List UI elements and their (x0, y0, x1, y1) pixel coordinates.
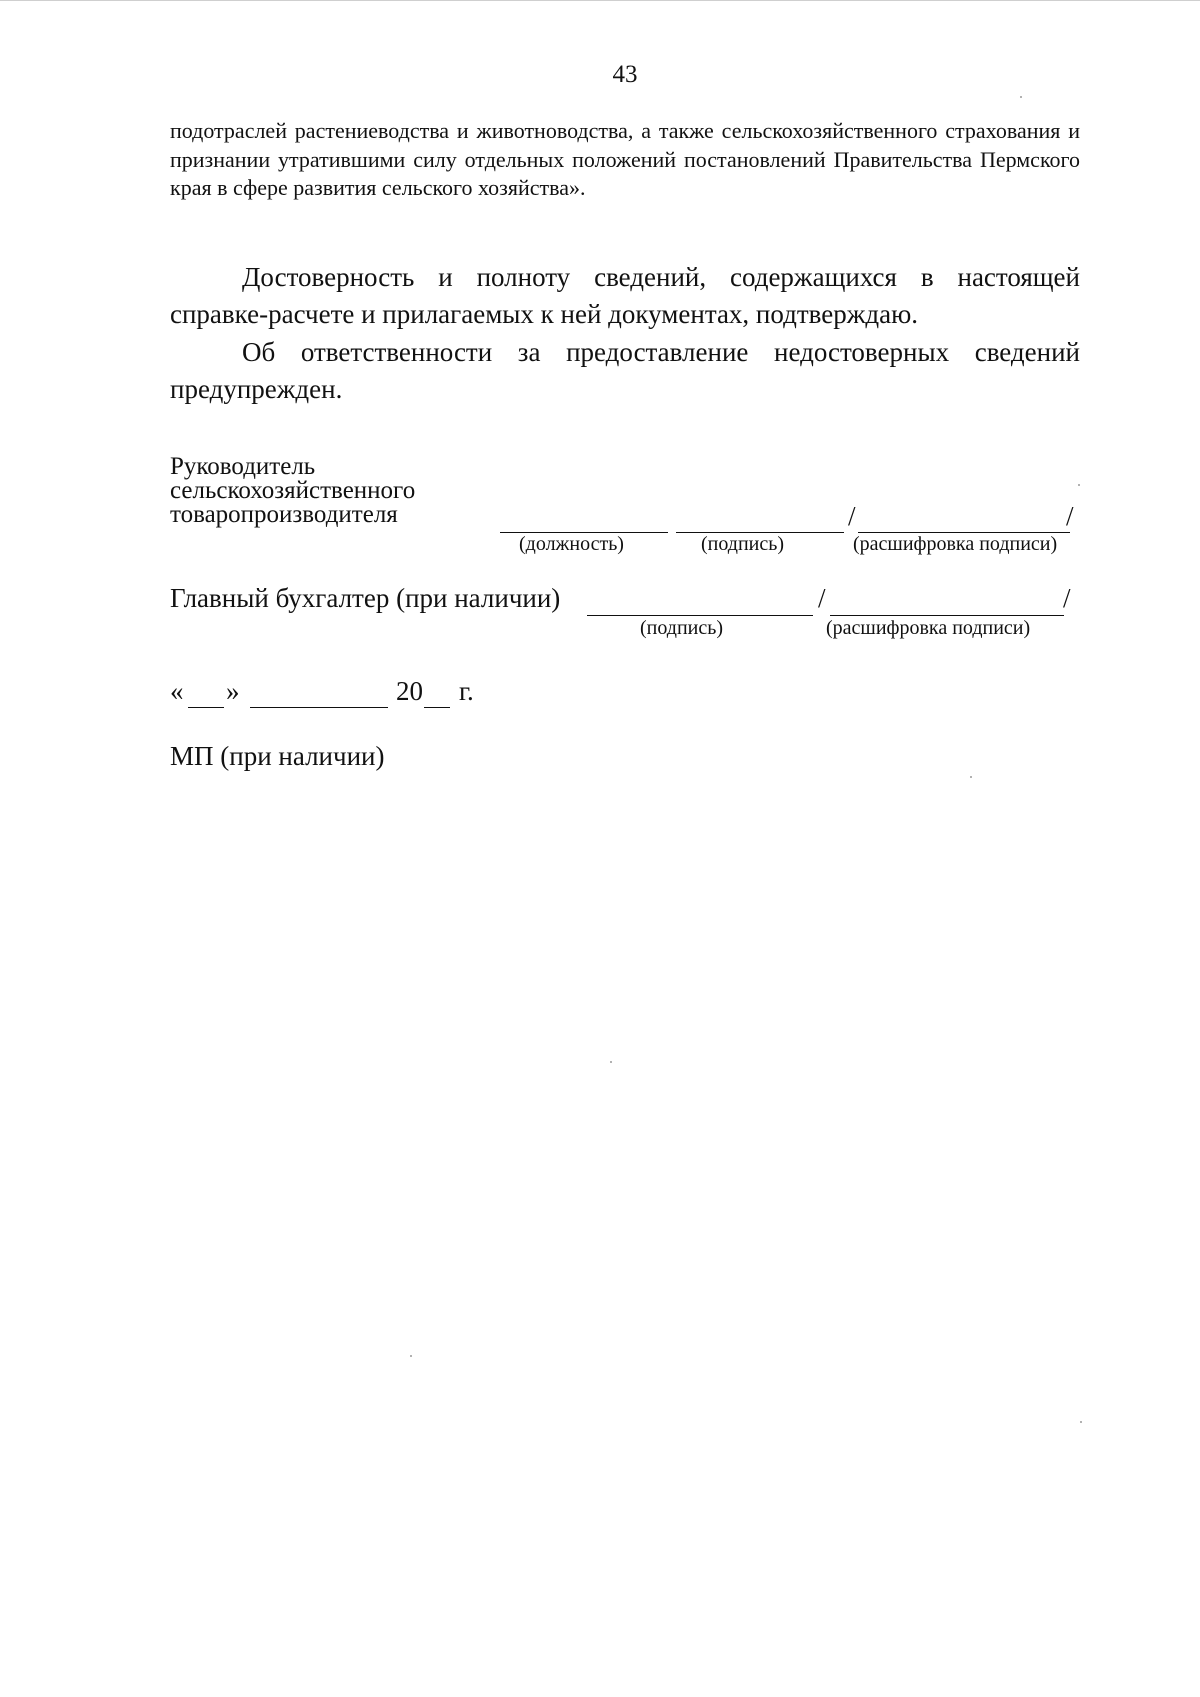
date-day-line[interactable] (188, 707, 224, 708)
chief-signature-caption: (подпись) (640, 617, 724, 639)
confirmation-paragraph: Достоверность и полноту сведений, содержащихся в настоящей справке-расчете и прилагаемых к ней документах, подтверждаю. (170, 262, 1080, 329)
date-month-line[interactable] (250, 707, 388, 708)
intro-paragraph: подотраслей растениеводства и животноводства, а также сельскохозяйственного страхования и признании утратившими силу отдельных положений постановлений Правительства Пермского края в сфере развития сельского хозяйства». (170, 118, 1080, 200)
chief-accountant-label: Главный бухгалтер (при наличии) (170, 583, 561, 613)
date-open-quote: « (170, 676, 184, 706)
scan-speck (410, 1355, 412, 1357)
head-position-caption: (должность) (519, 533, 624, 555)
scan-speck (1080, 1421, 1082, 1423)
date-year-suffix: г. (459, 676, 474, 706)
head-label-line-3: товаропроизводителя (170, 501, 398, 528)
head-label-line-1: Руководитель (170, 453, 316, 480)
scan-speck (970, 776, 972, 778)
stamp-label: МП (при наличии) (170, 741, 385, 771)
page-number: 43 (612, 61, 638, 88)
head-label-line-2: сельскохозяйственного (170, 477, 416, 504)
scan-speck (610, 1061, 612, 1063)
chief-decoding-line[interactable] (830, 615, 1064, 616)
head-signature-caption: (подпись) (701, 533, 785, 555)
scan-speck (1078, 484, 1080, 486)
scan-speck (1020, 96, 1022, 98)
date-year-prefix: 20 (396, 676, 423, 706)
head-slash-right: / (1066, 501, 1074, 531)
chief-slash-left: / (818, 583, 826, 613)
chief-signature-line[interactable] (587, 615, 813, 616)
head-label (170, 455, 415, 527)
head-decoding-caption: (расшифровка подписи) (853, 533, 1058, 555)
chief-slash-right: / (1063, 583, 1071, 613)
date-year-line[interactable] (424, 707, 450, 708)
date-close-quote: » (226, 676, 240, 706)
responsibility-paragraph: Об ответственности за предоставление недостоверных сведений предупрежден. (170, 337, 1080, 404)
chief-decoding-caption: (расшифровка подписи) (826, 617, 1031, 639)
head-slash-left: / (848, 501, 856, 531)
